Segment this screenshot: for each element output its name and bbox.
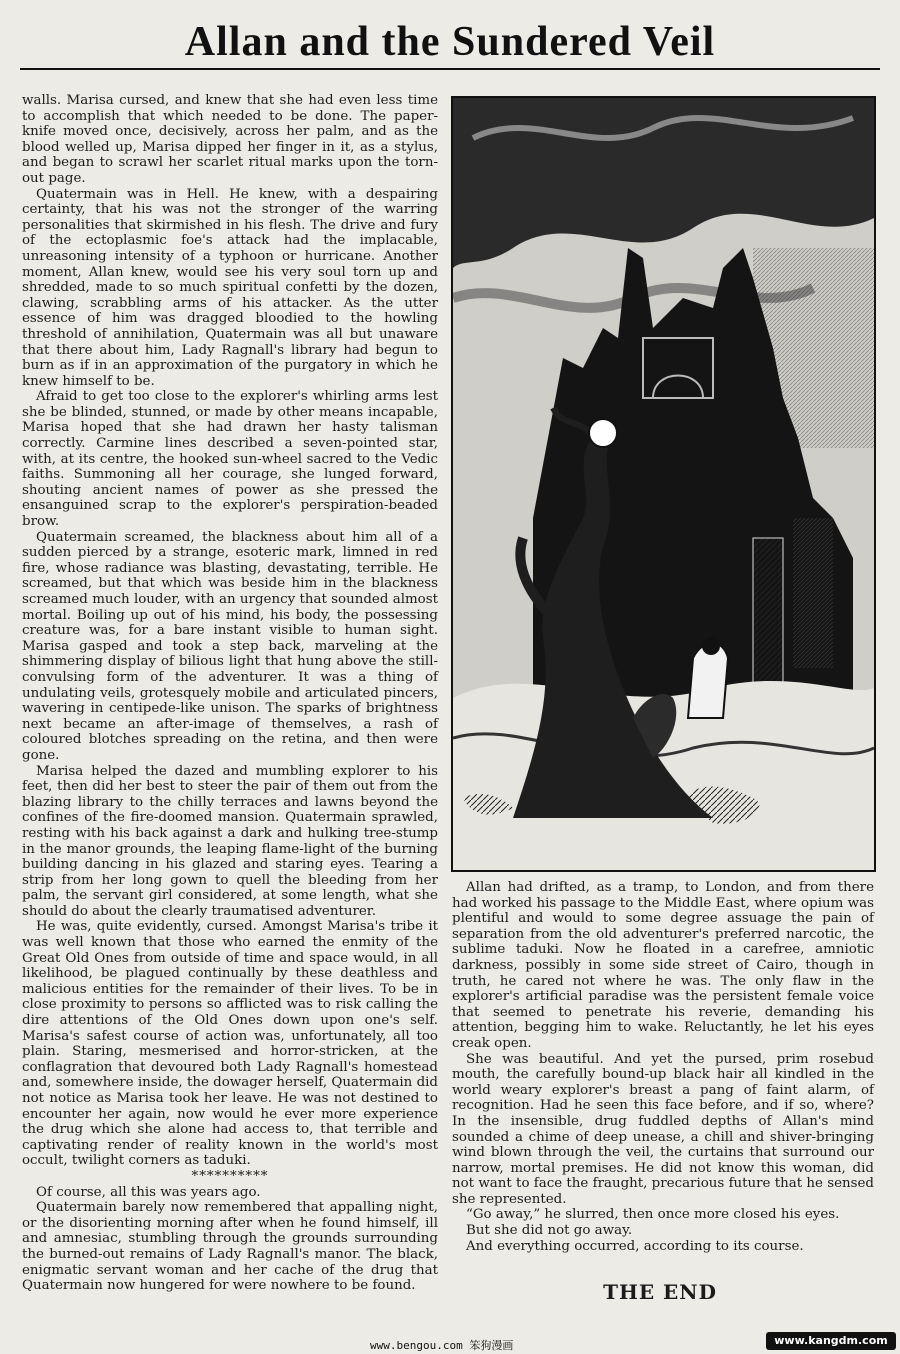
the-end-heading: THE END: [603, 1280, 717, 1304]
paragraph: Quatermain was in Hell. He knew, with a despairing certainty, that his was not the stronger of the warring personalities that skirmished in his flesh. The drive and fury of the ectoplasmic foe's attack had the implacable, unreasoning intensity of a typhoon or hurricane. Another moment, Allan knew, would see his very soul torn up and shredded, made to so much spiritual confetti by the dozen, clawing, scrabbling arms of his attacker. As the utter essence of him was dragged bloodied to the howling threshold of annihilation, Quatermain was all but unaware that there about him, Lady Ragnall's library had begun to burn as if in an approximation of the purgatory in which he knew himself to be.: [22, 186, 438, 389]
ruined-manor-illustration: [453, 98, 874, 870]
footer-watermark-right: www.kangdm.com: [766, 1332, 896, 1350]
paragraph: He was, quite evidently, cursed. Amongst Marisa's tribe it was well known that those who earned the enmity of the Great Old Ones from outside of time and space would, in all likelihood, be plagued continually by these deathless and malicious entities for the remainder of their lives. To be in close proximity to persons so afflicted was to risk calling the dire attentions of the Old Ones down upon one's self. Marisa's safest course of action was, unfortunately, all too plain. Staring, mesmerised and horror-stricken, at the conflagration that devoured both Lady Ragnall's homestead and, somewhere inside, the dowager herself, Quatermain did not notice as Marisa took her leave. He was not destined to encounter her again, now would he ever more experience the drug which she alone had access to, that terrible and captivating render of reality known in the world's most occult, twilight corners as taduki.: [22, 919, 438, 1169]
page-title: Allan and the Sundered Veil: [184, 19, 716, 65]
left-text-column: [22, 93, 438, 1294]
paragraph: Afraid to get too close to the explorer's whirling arms lest she be blinded, stunned, or made by other means incapable, Marisa hoped that she had drawn her hasty talisman correctly. Carmine lines described a seven-pointed star, with, at its centre, the hooked sun-wheel sacred to the Vedic faiths. Summoning all her courage, she lunged forward, shouting ancient names of power as she pressed the ensanguined scrap to the explorer's perspiration-beaded brow.: [22, 389, 438, 530]
paragraph: Of course, all this was years ago.: [36, 1184, 261, 1200]
paragraph: walls. Marisa cursed, and knew that she had even less time to accomplish that which needed to be done. The paper-knife moved once, decisively, across her palm, and as the blood welled up, Marisa dipped her finger in it, as a stylus, and began to scrawl her scarlet ritual marks upon the torn-out page.: [22, 93, 438, 186]
paragraph: And everything occurred, according to its course.: [466, 1238, 804, 1254]
illustration: [451, 96, 876, 872]
title-rule: [20, 68, 880, 70]
paragraph: Quatermain barely now remembered that appalling night, or the disorienting morning after when he found himself, ill and amnesiac, stumbling through the grounds surrounding the burned-out remains of Lady Ragnall's manor. The black, enigmatic servant woman and her cache of the drug that Quatermain now hungered for were nowhere to be found.: [22, 1200, 438, 1294]
paragraph: “Go away,” he slurred, then once more closed his eyes.: [466, 1207, 840, 1223]
right-text-column: [452, 880, 874, 1254]
paragraph: Quatermain screamed, the blackness about him all of a sudden pierced by a strange, esoteric mark, limned in red fire, whose radiance was blasting, devastating, terrible. He screamed, but that which was beside him in the blackness screamed much louder, with an urgency that sounded almost mortal. Boiling up out of his mind, his body, the possessing creature was, for a bare instant visible to human sight. Marisa gasped and took a step back, marveling at the shimmering display of bilious light that hung above the still-convulsing form of the adventurer. It was a thing of undulating veils, grotesquely mobile and articulated pincers, wavering in centipede-like unison. The sparks of brightness next became an after-image of themselves, a rash of coloured blotches spreading on the retina, and then were gone.: [22, 529, 438, 763]
footer-watermark-left: www.bengou.com 笨狗漫画: [370, 1339, 514, 1352]
paragraph: Allan had drifted, as a tramp, to London, and from there had worked his passage to the Middle East, where opium was plentiful and would to some degree assuage the pain of separation from the old adventurer's preferred narcotic, the sublime taduki. Now he floated in a carefree, amniotic darkness, possibly in some side street of Cairo, though in truth, he cared not where he was. The only flaw in the explorer's artificial paradise was the persistent female voice that seemed to penetrate his reverie, demanding his attention, begging him to wake. Reluctantly, he let his eyes creak open.: [452, 880, 874, 1051]
paragraph: But she did not go away.: [466, 1223, 633, 1239]
paragraph: She was beautiful. And yet the pursed, prim rosebud mouth, the carefully bound-up black hair all kindled in the world weary explorer's breast a pang of faint alarm, of recognition. Had he seen this face before, and if so, where? In the insensible, drug fuddled depths of Allan's mind sounded a chime of deep unease, a chill and shiver-bringing wind blown through the veil, the curtains that surround our narrow, mortal premises. He did not know this woman, did not want to face the fraught, precarious future that he sensed she represented.: [452, 1051, 874, 1207]
section-break-stars: **********: [191, 1168, 269, 1184]
paragraph: Marisa helped the dazed and mumbling explorer to his feet, then did her best to steer the pair of them out from the blazing library to the chilly terraces and lawns beyond the confines of the fire-doomed mansion. Quatermain sprawled, resting with his back against a dark and hulking tree-stump in the manor grounds, the leaping flame-light of the burning building dancing in his glazed and staring eyes. Tearing a strip from her long gown to quell the bleeding from her palm, the servant girl considered, at some length, what she should do about the clearly traumatised adventurer.: [22, 763, 438, 919]
